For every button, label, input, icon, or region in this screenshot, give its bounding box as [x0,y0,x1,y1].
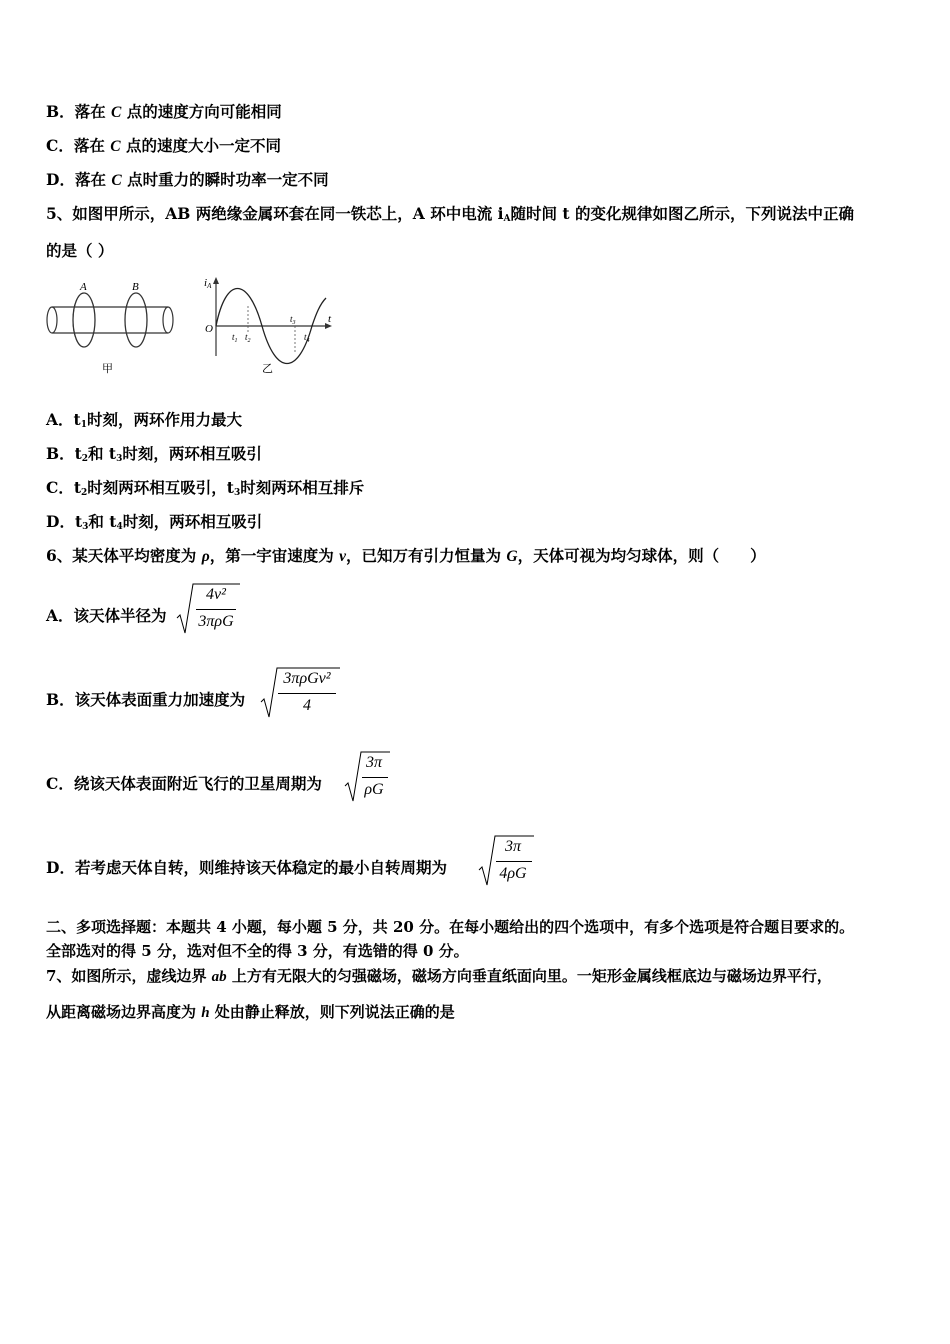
q5-option-c-sub2: 3 [233,488,241,498]
t3-label [290,314,296,326]
figure-right-caption: 乙 [262,363,273,375]
graph-y-arrow [213,277,219,284]
ring-b-label: B [132,281,139,293]
q6-option-a-formula [176,582,240,636]
t2-label [245,332,251,344]
section2-line2 [46,941,469,961]
q6-option-d-denominator: 4ρG [499,865,527,882]
t3-sub: 3 [292,320,296,326]
q4-option-c [46,136,281,157]
fraction-bar [362,777,388,778]
q6-stem-c: ，已知万有引力恒量为 [345,546,507,565]
q6-option-b-numerator: 3πρGv² [283,670,331,687]
q6-option-b-denominator: 4 [303,697,311,714]
q5-stem-line2-text: 的是（ ） [46,241,114,260]
t1-text: t [232,332,235,342]
q5-option-a-a: A．t [46,410,81,429]
graph-origin-label: O [205,323,213,335]
q6-option-d-text: D．若考虑天体自转，则维持该天体稳定的最小自转周期为 [46,858,447,877]
graph-i-text: i [204,277,208,289]
t3-text: t [290,314,293,324]
t1-sub: 1 [234,338,238,344]
t4-sub: 4 [306,338,310,344]
graph-i-label [204,277,212,290]
q6-rho: ρ [201,548,210,565]
q6-stem [46,546,766,567]
core-right-end [163,307,173,333]
q7-c: 从距离磁场边界高度为 [46,1003,202,1021]
q7-stem-line2 [46,1002,455,1023]
q6-option-a-numerator: 4v² [206,586,226,603]
q6-option-b [46,690,245,710]
q5-figure-graph [200,274,340,376]
q4-option-b-prefix: B．落在 [46,102,111,121]
t1-label [232,332,238,344]
q6-option-d [46,858,447,878]
q5-option-a-b: 时刻，两环作用力最大 [86,410,242,429]
fraction-bar [278,693,336,694]
q5-option-c-a: C．t [46,478,81,497]
q6-stem-a: 6、某天体平均密度为 [46,546,202,565]
q7-d: 处由静止释放，则下列说法正确的是 [209,1003,455,1021]
q6-option-b-text: B．该天体表面重力加速度为 [46,690,246,709]
q6-G: G [506,548,518,565]
fraction-bar [196,609,236,610]
q6-option-b-formula [260,666,340,720]
q5-option-c-sub1: 2 [81,488,88,498]
q4-option-b [46,102,282,123]
q5-stem-line1 [46,204,854,229]
q5-option-a [46,410,242,435]
t4-text: t [304,332,307,342]
q5-option-b-sub1: 2 [81,454,89,464]
q6-option-a-denominator: 3πρG [198,613,234,630]
q6-stem-b: ，第一宇宙速度为 [209,546,340,565]
q5-option-b-b: 和 t [88,444,117,463]
q6-option-a [46,606,167,626]
t4-label [304,332,310,344]
q6-v: v [339,548,346,565]
section2-line2-text: 全部选对的得 5 分，选对但不全的得 3 分，有选错的得 0 分。 [46,942,469,960]
q7-b: 上方有无限大的匀强磁场，磁场方向垂直纸面向里。一矩形金属线框底边与磁场边界平行， [226,967,832,985]
q4-option-b-suffix: 点的速度方向可能相同 [121,102,282,121]
ring-b [125,293,147,347]
ring-a-dashed [73,293,84,347]
q5-option-d [46,512,262,537]
q6-option-c-denominator: ρG [364,781,384,798]
section2-line1-text: 二、多项选择题：本题共 4 小题，每小题 5 分，共 20 分。在每小题给出的四个选项中，有多个选项是符合题目要求的。 [46,918,855,936]
q5-option-d-a: D．t [46,512,83,531]
q5-option-d-c: 时刻，两环相互吸引 [122,512,263,531]
figure-left-caption: 甲 [102,363,113,375]
q5-option-d-sub2: 4 [116,522,123,532]
ring-a-label: A [80,281,87,293]
q7-a: 7、如图所示，虚线边界 [46,967,212,985]
q5-stem-b: 随时间 t 的变化规律如图乙所示，下列说法中正确 [510,204,854,223]
q7-ab: ab [211,969,227,985]
q5-option-b-sub2: 3 [116,454,123,464]
q4-option-b-var: C [111,104,122,121]
q5-option-d-b: 和 t [88,512,117,531]
q5-option-c [46,478,364,503]
q5-stem-line2 [46,241,113,261]
q5-option-b [46,444,262,469]
q4-option-d [46,170,329,191]
q6-option-d-numerator: 3π [504,838,521,855]
q4-option-c-suffix: 点的速度大小一定不同 [120,136,281,155]
q5-option-a-sub: 1 [80,420,87,430]
t2-sub: 2 [247,338,251,344]
graph-i-sub: A [207,282,212,290]
fraction-bar [496,861,532,862]
q7-h: h [201,1005,210,1021]
q4-option-d-suffix: 点时重力的瞬时功率一定不同 [121,170,329,189]
q6-option-c [46,774,322,794]
q4-option-c-var: C [110,138,121,155]
q4-option-c-prefix: C．落在 [46,136,111,155]
q5-option-d-sub1: 3 [82,522,89,532]
core-left-end [47,307,57,333]
q5-option-c-b: 时刻两环相互吸引，t [87,478,234,497]
q6-stem-d: ，天体可视为均匀球体，则（ ） [517,546,766,565]
section2-line1 [46,917,854,937]
q6-option-c-text: C．绕该天体表面附近飞行的卫星周期为 [46,774,322,793]
q5-option-b-c: 时刻，两环相互吸引 [122,444,262,463]
q6-option-c-numerator: 3π [365,754,382,771]
q5-option-c-c: 时刻两环相互排斥 [240,478,365,497]
t2-text: t [245,332,248,342]
graph-t-label: t [328,313,332,325]
q5-option-b-a: B．t [46,444,82,463]
q5-stem-sub: A [503,214,511,224]
q4-option-d-var: C [111,172,122,189]
q5-figure-core [44,276,184,376]
q6-option-c-formula [344,750,390,804]
q6-option-a-text: A．该天体半径为 [46,606,167,625]
q7-stem-line1 [46,966,832,987]
q5-stem-a: 5、如图甲所示，AB 两绝缘金属环套在同一铁芯上，A 环中电流 i [46,204,504,223]
q6-option-d-formula [478,834,534,888]
q4-option-d-prefix: D．落在 [46,170,112,189]
